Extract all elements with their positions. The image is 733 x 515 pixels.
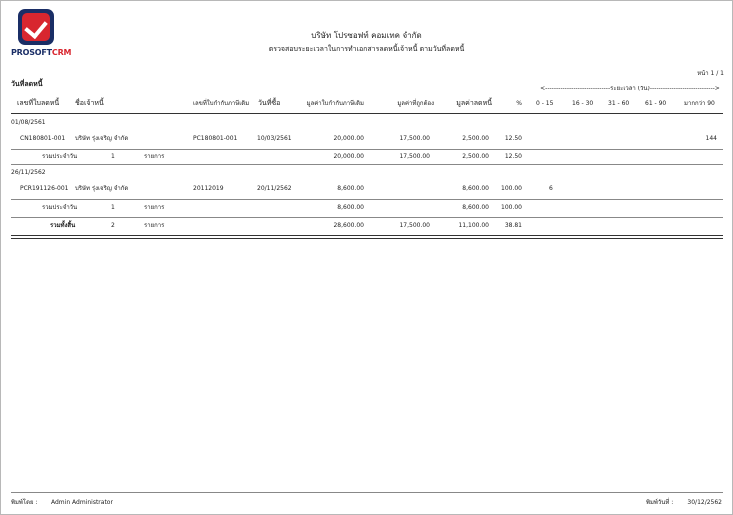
page-number: หน้า 1 / 1 — [697, 70, 724, 77]
group-end-rule — [11, 217, 723, 218]
row-purchase-date: 20/11/2562 — [257, 185, 292, 192]
col-diff-value: มูลค่าลดหนี้ — [456, 99, 492, 107]
col-orig-invoice: เลขที่ใบกำกับภาษีเดิม — [193, 100, 250, 107]
subtotal-rule — [11, 149, 723, 150]
row-orig-invoice: 20112019 — [193, 185, 224, 192]
row-diff-value: 8,600.00 — [462, 185, 489, 192]
report-title: ตรวจสอบระยะเวลาในการทำเอกสารลดหนี้เจ้าหนี้ ตามวันที่ลดหนี้ — [268, 45, 465, 53]
col-aging-31-60: 31 - 60 — [608, 100, 630, 107]
row-doc-no: PCR191126-001 — [20, 185, 69, 192]
col-aging-16-30: 16 - 30 — [572, 100, 594, 107]
printed-date-label: พิมพ์วันที่ : — [646, 499, 674, 506]
subtotal-orig-value: 20,000.00 — [333, 153, 364, 160]
group-date: 26/11/2562 — [11, 169, 46, 176]
subtotal-label: รวมประจำวัน — [42, 153, 78, 160]
grand-total-correct-value: 17,500.00 — [399, 222, 430, 229]
row-percent: 12.50 — [504, 135, 522, 142]
col-aging-61-90: 61 - 90 — [645, 100, 667, 107]
row-aging-over-90: 144 — [705, 135, 717, 142]
row-doc-no: CN180801-001 — [20, 135, 66, 142]
group-date: 01/08/2561 — [11, 119, 46, 126]
subtotal-unit: รายการ — [144, 204, 165, 211]
subtotal-count: 1 — [111, 204, 115, 211]
row-orig-invoice: PC180801-001 — [193, 135, 238, 142]
grand-total-count: 2 — [111, 222, 115, 229]
row-diff-value: 2,500.00 — [462, 135, 489, 142]
col-orig-value: มูลค่าใบกำกับภาษีเดิม — [306, 100, 364, 107]
col-vendor: ชื่อเจ้าหนี้ — [75, 99, 104, 107]
subtotal-percent: 100.00 — [501, 204, 522, 211]
grand-total-diff-value: 11,100.00 — [458, 222, 489, 229]
logo-wordmark: PROSOFTCRM — [11, 48, 72, 57]
company-name: บริษัท โปรซอฟท์ คอมเทค จำกัด — [311, 31, 422, 40]
row-vendor: บริษัท รุ่งเจริญ จำกัด — [75, 135, 129, 142]
grand-total-rule-top — [11, 235, 723, 236]
row-percent: 100.00 — [501, 185, 522, 192]
row-orig-value: 20,000.00 — [333, 135, 364, 142]
row-aging-0-15: 6 — [549, 185, 553, 192]
group-by-label: วันที่ลดหนี้ — [11, 80, 43, 88]
subtotal-diff-value: 8,600.00 — [462, 204, 489, 211]
grand-total-rule-bottom — [11, 238, 723, 239]
subtotal-orig-value: 8,600.00 — [337, 204, 364, 211]
subtotal-count: 1 — [111, 153, 115, 160]
printed-by-user: Admin Administrator — [51, 499, 113, 506]
col-aging-over-90: มากกว่า 90 — [684, 100, 715, 107]
grand-total-percent: 38.81 — [504, 222, 522, 229]
row-vendor: บริษัท รุ่งเจริญ จำกัด — [75, 185, 129, 192]
footer-rule — [11, 492, 723, 493]
header-rule — [11, 113, 723, 114]
row-orig-value: 8,600.00 — [337, 185, 364, 192]
subtotal-percent: 12.50 — [504, 153, 522, 160]
printed-date: 30/12/2562 — [687, 499, 722, 506]
col-doc-no: เลขที่ใบลดหนี้ — [17, 99, 60, 107]
subtotal-rule — [11, 199, 723, 200]
col-purchase-date: วันที่ซื้อ — [258, 99, 281, 107]
subtotal-correct-value: 17,500.00 — [399, 153, 430, 160]
row-purchase-date: 10/03/2561 — [257, 135, 292, 142]
row-correct-value: 17,500.00 — [399, 135, 430, 142]
printed-by-label: พิมพ์โดย : — [11, 499, 38, 506]
col-percent: % — [516, 100, 522, 107]
col-aging-0-15: 0 - 15 — [536, 100, 554, 107]
subtotal-label: รวมประจำวัน — [42, 204, 78, 211]
grand-total-unit: รายการ — [144, 222, 165, 229]
subtotal-unit: รายการ — [144, 153, 165, 160]
group-end-rule — [11, 164, 723, 165]
grand-total-orig-value: 28,600.00 — [333, 222, 364, 229]
col-correct-value: มูลค่าที่ถูกต้อง — [397, 100, 434, 107]
subtotal-diff-value: 2,500.00 — [462, 153, 489, 160]
grand-total-label: รวมทั้งสิ้น — [50, 222, 76, 229]
aging-group-header: <------------------------------ระยะเวลา (วัน)------------------------------> — [540, 86, 720, 92]
